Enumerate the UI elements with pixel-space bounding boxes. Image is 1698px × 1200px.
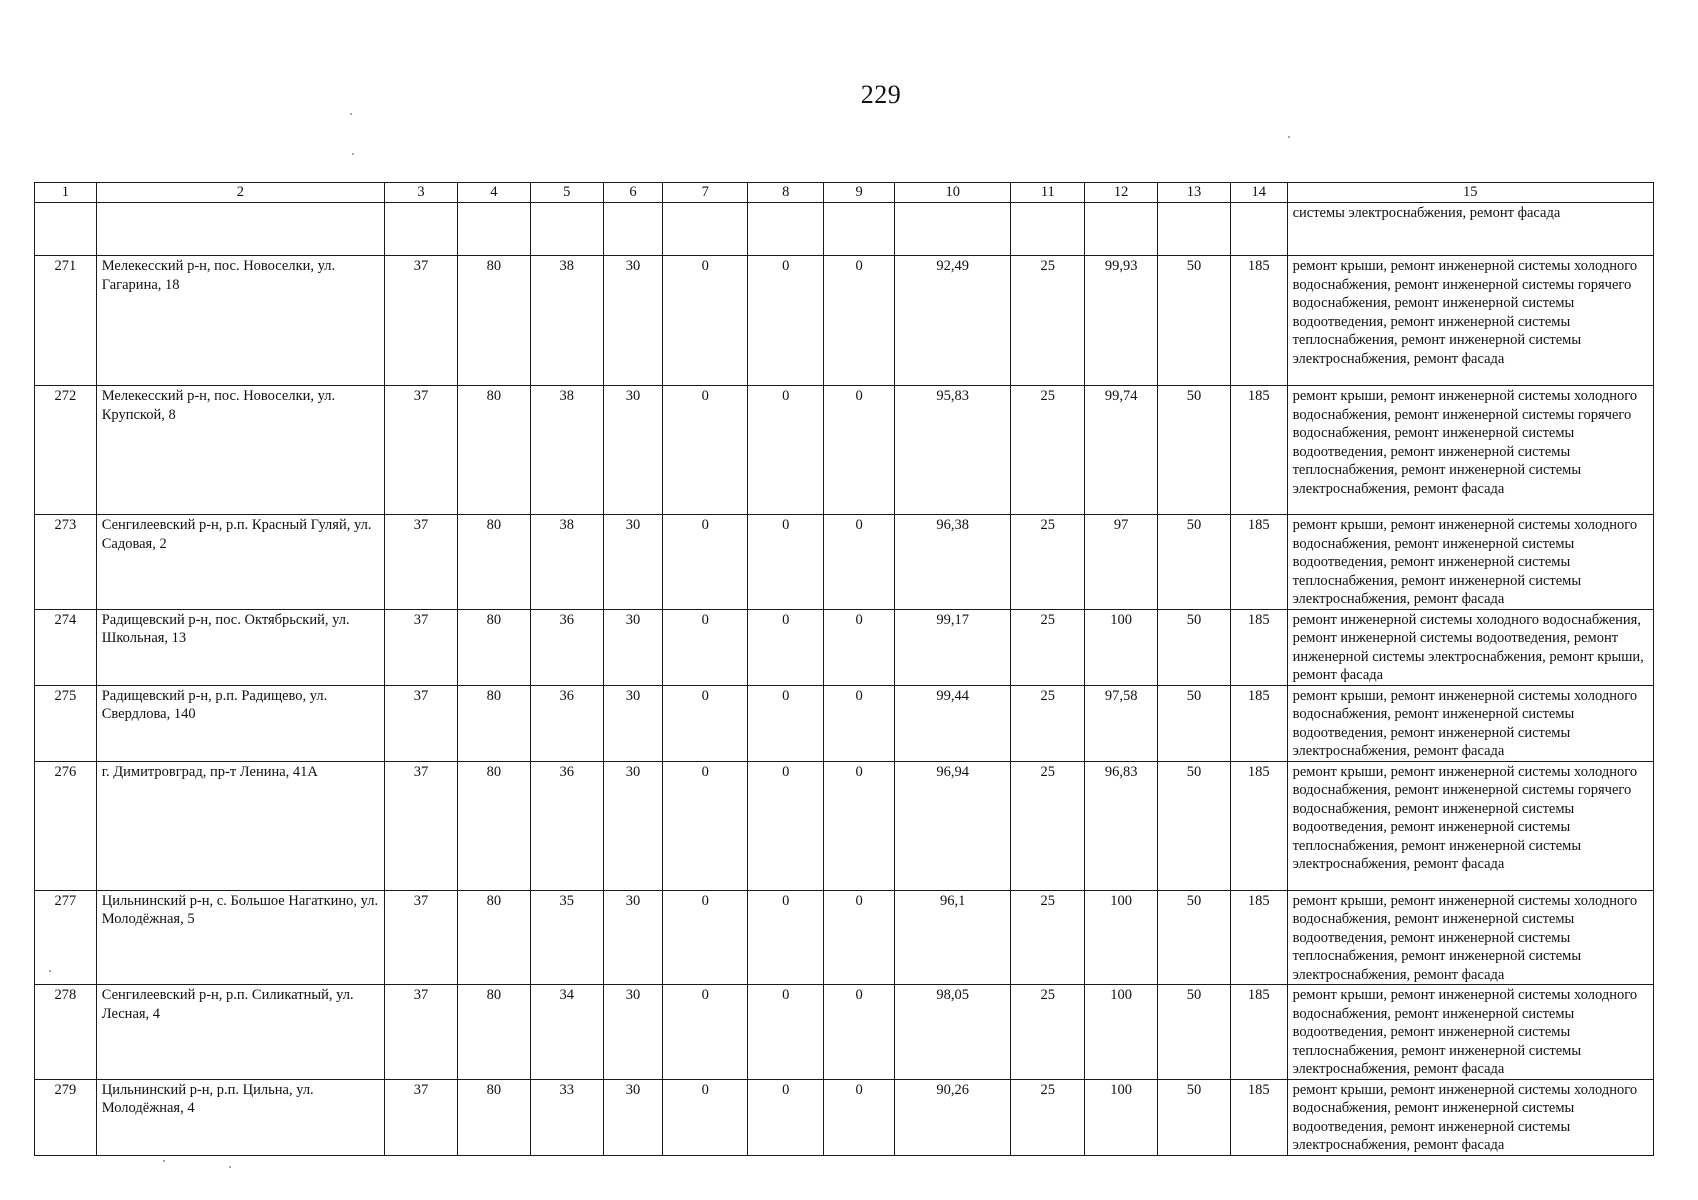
value-cell: 99,93 bbox=[1085, 256, 1158, 386]
value-cell: 25 bbox=[1011, 386, 1085, 515]
value-cell: 50 bbox=[1158, 1079, 1231, 1155]
value-cell: 100 bbox=[1085, 985, 1158, 1080]
value-cell: 0 bbox=[748, 890, 824, 985]
column-number: 12 bbox=[1085, 183, 1158, 203]
works-cell: ремонт крыши, ремонт инженерной системы холодного водоснабжения, ремонт инженерной системы водоотведения, ремонт инженерной системы электроснабжения, ремонт фасада bbox=[1287, 685, 1653, 761]
works-cell: ремонт крыши, ремонт инженерной системы холодного водоснабжения, ремонт инженерной системы водоотведения, ремонт инженерной системы теплоснабжения, ремонт инженерной системы электроснабжения, ремонт фасада bbox=[1287, 890, 1653, 985]
value-cell: 0 bbox=[748, 1079, 824, 1155]
continuation-row bbox=[35, 203, 1654, 256]
scan-speck bbox=[163, 1160, 165, 1162]
address-cell: Сенгилеевский р-н, р.п. Красный Гуляй, ул. Садовая, 2 bbox=[96, 515, 384, 610]
value-cell: 0 bbox=[748, 609, 824, 685]
column-number: 9 bbox=[824, 183, 895, 203]
value-cell: 30 bbox=[603, 685, 663, 761]
value-cell: 0 bbox=[663, 761, 748, 890]
value-cell: 92,49 bbox=[895, 256, 1011, 386]
address-cell: г. Димитровград, пр-т Ленина, 41А bbox=[96, 761, 384, 890]
column-number: 14 bbox=[1230, 183, 1287, 203]
value-cell: 96,83 bbox=[1085, 761, 1158, 890]
column-number: 1 bbox=[35, 183, 97, 203]
value-cell: 30 bbox=[603, 256, 663, 386]
value-cell: 25 bbox=[1011, 609, 1085, 685]
value-cell: 37 bbox=[385, 890, 458, 985]
value-cell: 185 bbox=[1230, 685, 1287, 761]
value-cell: 80 bbox=[457, 1079, 530, 1155]
row-number: 277 bbox=[35, 890, 97, 985]
value-cell: 0 bbox=[824, 386, 895, 515]
value-cell: 0 bbox=[663, 985, 748, 1080]
value-cell: 37 bbox=[385, 1079, 458, 1155]
table-row bbox=[35, 515, 1654, 610]
value-cell: 25 bbox=[1011, 761, 1085, 890]
value-cell: 80 bbox=[457, 985, 530, 1080]
table-row bbox=[35, 985, 1654, 1080]
value-cell: 99,17 bbox=[895, 609, 1011, 685]
works-cell: ремонт крыши, ремонт инженерной системы холодного водоснабжения, ремонт инженерной системы водоотведения, ремонт инженерной системы электроснабжения, ремонт фасада bbox=[1287, 1079, 1653, 1155]
table-row bbox=[35, 685, 1654, 761]
value-cell: 98,05 bbox=[895, 985, 1011, 1080]
value-cell: 25 bbox=[1011, 890, 1085, 985]
value-cell: 0 bbox=[663, 890, 748, 985]
row-number: 274 bbox=[35, 609, 97, 685]
column-number: 4 bbox=[457, 183, 530, 203]
works-cell: ремонт крыши, ремонт инженерной системы холодного водоснабжения, ремонт инженерной системы горячего водоснабжения, ремонт инженерной системы водоотведения, ремонт инженерной системы теплоснабжения, ремонт инженерной системы электроснабжения, ремонт фасада bbox=[1287, 386, 1653, 515]
value-cell: 50 bbox=[1158, 256, 1231, 386]
value-cell: 100 bbox=[1085, 890, 1158, 985]
column-number-row bbox=[35, 183, 1654, 203]
value-cell: 0 bbox=[663, 609, 748, 685]
value-cell: 96,1 bbox=[895, 890, 1011, 985]
value-cell: 30 bbox=[603, 1079, 663, 1155]
value-cell: 96,94 bbox=[895, 761, 1011, 890]
page-number: 229 bbox=[860, 80, 902, 109]
table-row bbox=[35, 761, 1654, 890]
value-cell: 0 bbox=[748, 761, 824, 890]
table-row bbox=[35, 609, 1654, 685]
value-cell: 99,44 bbox=[895, 685, 1011, 761]
address-cell: Мелекесский р-н, пос. Новоселки, ул. Гагарина, 18 bbox=[96, 256, 384, 386]
value-cell: 33 bbox=[530, 1079, 603, 1155]
value-cell: 36 bbox=[530, 609, 603, 685]
value-cell: 37 bbox=[385, 761, 458, 890]
value-cell: 50 bbox=[1158, 386, 1231, 515]
value-cell: 185 bbox=[1230, 386, 1287, 515]
value-cell: 97 bbox=[1085, 515, 1158, 610]
address-cell: Сенгилеевский р-н, р.п. Силикатный, ул. Лесная, 4 bbox=[96, 985, 384, 1080]
scan-speck bbox=[1288, 136, 1290, 138]
value-cell: 80 bbox=[457, 515, 530, 610]
value-cell: 185 bbox=[1230, 985, 1287, 1080]
column-number: 3 bbox=[385, 183, 458, 203]
value-cell: 38 bbox=[530, 386, 603, 515]
value-cell: 0 bbox=[748, 386, 824, 515]
scan-speck bbox=[229, 1166, 231, 1168]
value-cell: 0 bbox=[824, 515, 895, 610]
value-cell: 99,74 bbox=[1085, 386, 1158, 515]
value-cell: 0 bbox=[748, 515, 824, 610]
value-cell: 0 bbox=[824, 256, 895, 386]
column-number: 11 bbox=[1011, 183, 1085, 203]
works-cell: ремонт крыши, ремонт инженерной системы холодного водоснабжения, ремонт инженерной системы горячего водоснабжения, ремонт инженерной системы водоотведения, ремонт инженерной системы теплоснабжения, ремонт инженерной системы электроснабжения, ремонт фасада bbox=[1287, 761, 1653, 890]
address-cell: Цильнинский р-н, с. Большое Нагаткино, ул. Молодёжная, 5 bbox=[96, 890, 384, 985]
value-cell: 50 bbox=[1158, 985, 1231, 1080]
address-cell: Радищевский р-н, пос. Октябрьский, ул. Школьная, 13 bbox=[96, 609, 384, 685]
value-cell: 30 bbox=[603, 985, 663, 1080]
value-cell: 0 bbox=[824, 685, 895, 761]
value-cell: 37 bbox=[385, 386, 458, 515]
value-cell: 0 bbox=[663, 256, 748, 386]
value-cell: 0 bbox=[663, 515, 748, 610]
value-cell: 38 bbox=[530, 515, 603, 610]
works-cell: системы электроснабжения, ремонт фасада bbox=[1287, 203, 1653, 256]
value-cell: 25 bbox=[1011, 256, 1085, 386]
works-cell: ремонт инженерной системы холодного водоснабжения, ремонт инженерной системы водоотведения, ремонт инженерной системы электроснабжения, ремонт крыши, ремонт фасада bbox=[1287, 609, 1653, 685]
value-cell: 80 bbox=[457, 609, 530, 685]
value-cell: 96,38 bbox=[895, 515, 1011, 610]
value-cell: 80 bbox=[457, 256, 530, 386]
value-cell: 185 bbox=[1230, 890, 1287, 985]
value-cell: 37 bbox=[385, 256, 458, 386]
value-cell: 80 bbox=[457, 761, 530, 890]
value-cell: 50 bbox=[1158, 890, 1231, 985]
table-row bbox=[35, 386, 1654, 515]
value-cell: 35 bbox=[530, 890, 603, 985]
value-cell: 90,26 bbox=[895, 1079, 1011, 1155]
value-cell: 80 bbox=[457, 890, 530, 985]
value-cell: 0 bbox=[824, 985, 895, 1080]
row-number: 278 bbox=[35, 985, 97, 1080]
row-number: 279 bbox=[35, 1079, 97, 1155]
value-cell: 185 bbox=[1230, 256, 1287, 386]
column-number: 5 bbox=[530, 183, 603, 203]
value-cell: 185 bbox=[1230, 609, 1287, 685]
works-cell: ремонт крыши, ремонт инженерной системы холодного водоснабжения, ремонт инженерной системы водоотведения, ремонт инженерной системы теплоснабжения, ремонт инженерной системы электроснабжения, ремонт фасада bbox=[1287, 515, 1653, 610]
value-cell: 25 bbox=[1011, 1079, 1085, 1155]
scan-speck bbox=[352, 153, 354, 155]
value-cell: 37 bbox=[385, 515, 458, 610]
value-cell: 25 bbox=[1011, 685, 1085, 761]
row-number: 271 bbox=[35, 256, 97, 386]
value-cell: 30 bbox=[603, 761, 663, 890]
value-cell: 0 bbox=[748, 685, 824, 761]
value-cell: 50 bbox=[1158, 685, 1231, 761]
address-cell: Цильнинский р-н, р.п. Цильна, ул. Молодёжная, 4 bbox=[96, 1079, 384, 1155]
value-cell: 0 bbox=[824, 761, 895, 890]
value-cell: 0 bbox=[824, 1079, 895, 1155]
value-cell: 30 bbox=[603, 890, 663, 985]
works-cell: ремонт крыши, ремонт инженерной системы холодного водоснабжения, ремонт инженерной системы горячего водоснабжения, ремонт инженерной системы водоотведения, ремонт инженерной системы теплоснабжения, ремонт инженерной системы электроснабжения, ремонт фасада bbox=[1287, 256, 1653, 386]
value-cell: 50 bbox=[1158, 609, 1231, 685]
value-cell: 185 bbox=[1230, 515, 1287, 610]
value-cell: 0 bbox=[824, 890, 895, 985]
column-number: 2 bbox=[96, 183, 384, 203]
column-number: 10 bbox=[895, 183, 1011, 203]
value-cell: 95,83 bbox=[895, 386, 1011, 515]
scan-speck bbox=[350, 113, 352, 115]
value-cell: 185 bbox=[1230, 761, 1287, 890]
value-cell: 37 bbox=[385, 985, 458, 1080]
column-number: 7 bbox=[663, 183, 748, 203]
value-cell: 36 bbox=[530, 761, 603, 890]
value-cell: 25 bbox=[1011, 985, 1085, 1080]
value-cell: 97,58 bbox=[1085, 685, 1158, 761]
column-number: 8 bbox=[748, 183, 824, 203]
column-number: 13 bbox=[1158, 183, 1231, 203]
value-cell: 34 bbox=[530, 985, 603, 1080]
value-cell: 0 bbox=[663, 1079, 748, 1155]
value-cell: 0 bbox=[748, 985, 824, 1080]
table-row bbox=[35, 256, 1654, 386]
value-cell: 185 bbox=[1230, 1079, 1287, 1155]
column-number: 6 bbox=[603, 183, 663, 203]
column-number: 15 bbox=[1287, 183, 1653, 203]
address-cell: Радищевский р-н, р.п. Радищево, ул. Свердлова, 140 bbox=[96, 685, 384, 761]
value-cell: 100 bbox=[1085, 609, 1158, 685]
value-cell: 25 bbox=[1011, 515, 1085, 610]
row-number: 273 bbox=[35, 515, 97, 610]
table-row bbox=[35, 890, 1654, 985]
value-cell: 36 bbox=[530, 685, 603, 761]
address-cell: Мелекесский р-н, пос. Новоселки, ул. Крупской, 8 bbox=[96, 386, 384, 515]
works-cell: ремонт крыши, ремонт инженерной системы холодного водоснабжения, ремонт инженерной системы водоотведения, ремонт инженерной системы теплоснабжения, ремонт инженерной системы электроснабжения, ремонт фасада bbox=[1287, 985, 1653, 1080]
value-cell: 100 bbox=[1085, 1079, 1158, 1155]
value-cell: 0 bbox=[748, 256, 824, 386]
row-number: 275 bbox=[35, 685, 97, 761]
value-cell: 38 bbox=[530, 256, 603, 386]
value-cell: 37 bbox=[385, 685, 458, 761]
value-cell: 30 bbox=[603, 515, 663, 610]
value-cell: 50 bbox=[1158, 515, 1231, 610]
value-cell: 0 bbox=[824, 609, 895, 685]
value-cell: 0 bbox=[663, 685, 748, 761]
table-row bbox=[35, 1079, 1654, 1155]
row-number: 276 bbox=[35, 761, 97, 890]
register-table bbox=[34, 182, 1654, 1156]
value-cell: 37 bbox=[385, 609, 458, 685]
value-cell: 80 bbox=[457, 685, 530, 761]
value-cell: 0 bbox=[663, 386, 748, 515]
value-cell: 30 bbox=[603, 386, 663, 515]
value-cell: 30 bbox=[603, 609, 663, 685]
value-cell: 50 bbox=[1158, 761, 1231, 890]
row-number: 272 bbox=[35, 386, 97, 515]
value-cell: 80 bbox=[457, 386, 530, 515]
